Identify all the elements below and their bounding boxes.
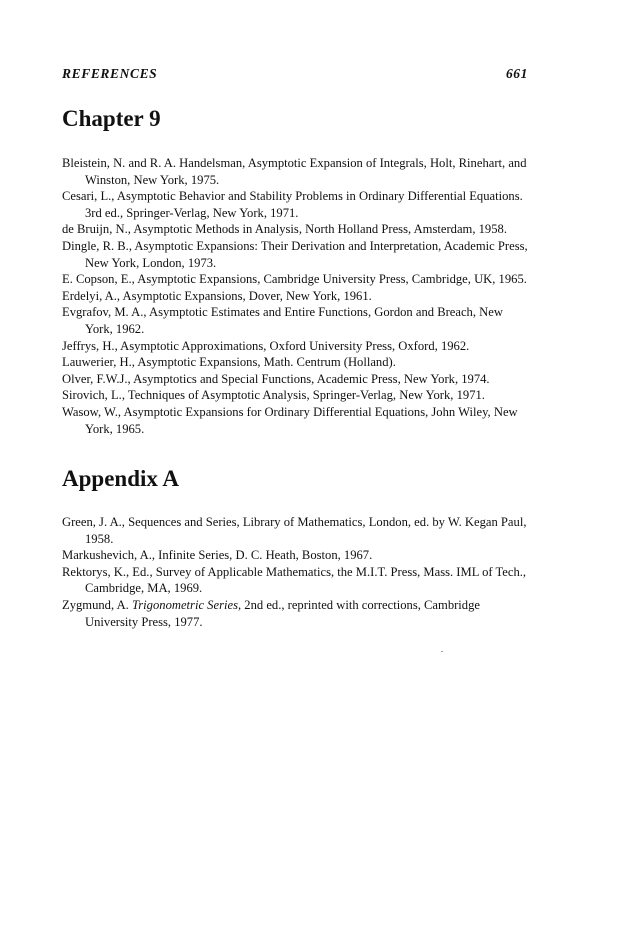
reference-item: Bleistein, N. and R. A. Handelsman, Asymptotic Expansion of Integrals, Holt, Rinehart, and Winston, New York, 1975. <box>62 156 527 187</box>
reference-item: Olver, F.W.J., Asymptotics and Special Functions, Academic Press, New York, 1974. <box>62 371 490 386</box>
reference-item: Lauwerier, H., Asymptotic Expansions, Math. Centrum (Holland). <box>62 355 396 370</box>
reference-item: E. Copson, E., Asymptotic Expansions, Cambridge University Press, Cambridge, UK, 1965. <box>62 272 527 287</box>
reference-item <box>62 597 532 630</box>
reference-item: Green, J. A., Sequences and Series, Library of Mathematics, London, ed. by W. Kegan Paul, 1958. <box>62 515 527 546</box>
section-heading-appendix-a: Appendix A <box>62 466 179 491</box>
reference-item: Wasow, W., Asymptotic Expansions for Ordinary Differential Equations, John Wiley, New York, 1965. <box>62 404 518 436</box>
reference-item: Sirovich, L., Techniques of Asymptotic Analysis, Springer-Verlag, New York, 1971. <box>62 388 485 403</box>
reference-list-chapter-9 <box>62 155 532 437</box>
reference-item: Rektorys, K., Ed., Survey of Applicable Mathematics, the M.I.T. Press, Mass. IML of Tech., Cambridge, MA, 1969. <box>62 564 527 596</box>
reference-item: Evgrafov, M. A., Asymptotic Estimates and Entire Functions, Gordon and Breach, New York, 1962. <box>62 305 503 336</box>
scan-speck <box>441 651 443 652</box>
reference-details: 2nd ed., reprinted with corrections, Cambridge University Press, 1977. <box>85 597 480 629</box>
running-head-title: REFERENCES <box>62 66 158 81</box>
reference-item: Cesari, L., Asymptotic Behavior and Stability Problems in Ordinary Differential Equations. 3rd ed., Springer-Verlag, New York, 1971. <box>62 189 523 220</box>
reference-item: Erdelyi, A., Asymptotic Expansions, Dover, New York, 1961. <box>62 288 372 303</box>
reference-item: de Bruijn, N., Asymptotic Methods in Analysis, North Holland Press, Amsterdam, 1958. <box>62 222 507 237</box>
reference-item: Jeffrys, H., Asymptotic Approximations, Oxford University Press, Oxford, 1962. <box>62 338 470 353</box>
reference-item: Dingle, R. B., Asymptotic Expansions: Their Derivation and Interpretation, Academic Press, New York, London, 1973. <box>62 238 528 270</box>
reference-author: Zygmund, A. <box>62 597 132 612</box>
section-heading-chapter-9: Chapter 9 <box>62 106 161 131</box>
running-head <box>62 66 530 84</box>
reference-list-appendix-a <box>62 514 532 630</box>
page-number: 661 <box>505 66 528 81</box>
reference-title-italic: Trigonometric Series, <box>131 597 242 612</box>
reference-item: Markushevich, A., Infinite Series, D. C. Heath, Boston, 1967. <box>62 548 373 563</box>
